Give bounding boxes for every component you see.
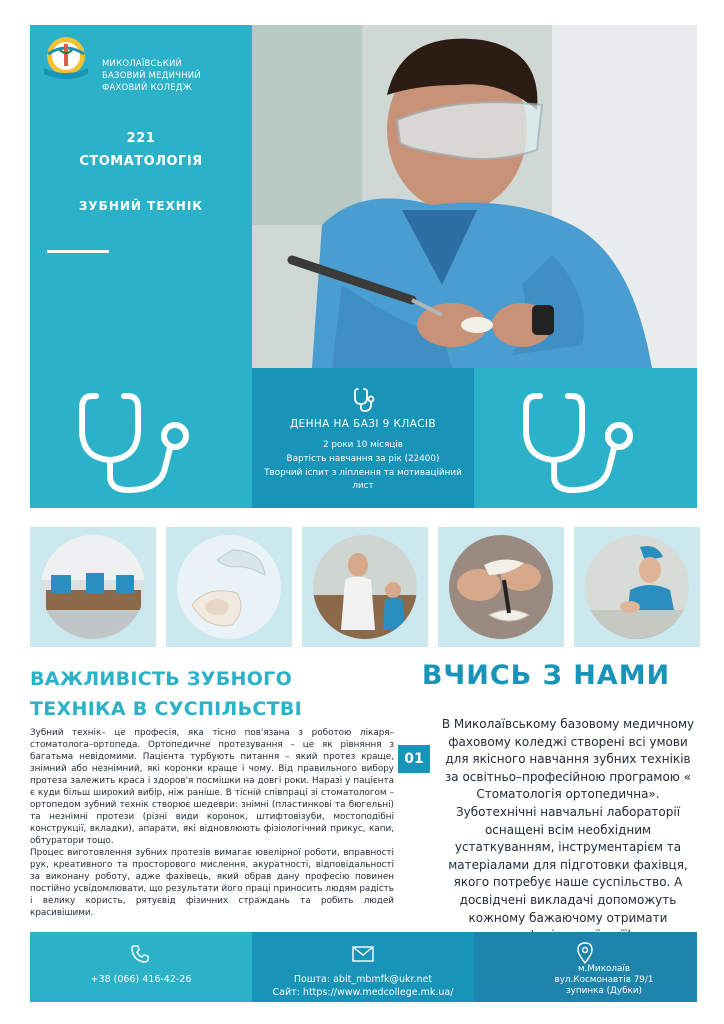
college-name-line: ФАХОВИЙ КОЛЕДЖ <box>102 83 192 93</box>
section-number-badge: 01 <box>398 745 430 773</box>
importance-heading <box>30 664 370 724</box>
technician-illustration <box>252 25 697 368</box>
footer-contacts-panel <box>252 932 474 1002</box>
photo-tile-3 <box>302 527 428 647</box>
study-with-us-heading: ВЧИСЬ З НАМИ <box>421 660 671 691</box>
college-name <box>102 58 252 94</box>
info-band-right <box>474 368 697 508</box>
stethoscope-icon <box>474 368 697 508</box>
entrance-exam-line2: лист <box>352 481 374 491</box>
address-stop: зупинка (Дубки) <box>565 986 642 996</box>
study-form-title: ДЕННА НА БАЗІ 9 КЛАСІВ <box>289 418 437 430</box>
importance-heading-line: ВАЖЛИВІСТЬ ЗУБНОГО <box>30 668 293 690</box>
college-name-line: МИКОЛАЇВСЬКИЙ <box>102 59 183 69</box>
college-name-line: БАЗОВИЙ МЕДИЧНИЙ <box>102 71 201 81</box>
title-underline <box>47 250 109 253</box>
dentures-photo <box>177 535 281 639</box>
importance-body <box>30 727 394 919</box>
location-pin-icon <box>577 942 593 964</box>
footer-address-panel <box>474 932 697 1002</box>
importance-heading-line: ТЕХНІКА В СУСПІЛЬСТВІ <box>30 698 303 720</box>
entrance-exam-line1: Творчий іспит з ліплення та мотиваційний <box>264 468 462 478</box>
importance-paragraph: Зубний технік– це професія, яка тісно пов'язана з роботою лікаря–стоматолога–ортопеда. Ортопедичне протезування – це як рівняння з багатьма невідомими. Пацієнта турбують питання – який протез краще, знімний або незнімний, які коронки краще і чому. Від правильного вибору протеза залежить краса і здоров'я посмішки на довгі роки. Наразі у пацієнта є куди більш широкий вибір, ніж раніше. В тісній співпраці зі стоматологом – ортопедом зубний технік створює шедеври: знімні (пластинкові та бюгельні) та незнімні протези (різні види коронок, штифтовізуби, мостоподібні конструкції, вкладки), апарати, які відновлюють фізіологічний прикус, капи, обтуратори тощо. <box>30 728 394 846</box>
teacher-and-students-photo <box>313 535 417 639</box>
photo-tile-4 <box>438 527 564 647</box>
dental-lab-room-photo <box>41 535 145 639</box>
photo-tile-5 <box>574 527 700 647</box>
tuition-cost: Вартість навчання за рік (22400) <box>286 454 440 464</box>
hero-photo-dental-technician <box>252 25 697 368</box>
phone-number[interactable]: +38 (066) 416-42-26 <box>90 974 192 985</box>
college-logo-icon <box>38 32 96 84</box>
photo-tile-1 <box>30 527 156 647</box>
info-band-left <box>30 368 252 508</box>
study-with-us-text: В Миколаївському базовому медичному фаховому коледжі створені всі умови для якісного навчання зубних техніків за освітньо–професійною програмою « Стоматологія ортопедична». Зуботехнічні навчальні лабораторії оснащені всім необхідним устаткуванням, інструментарієм та матеріалами для підготовки фахівця, якого потребує наше суспільство. А досвідчені викладачі допоможуть кожному бажаючому отримати <box>441 717 695 925</box>
student-at-workbench-photo <box>585 535 689 639</box>
address-street: вул.Космонавтів 79/1 <box>554 975 654 985</box>
phone-icon <box>130 944 150 964</box>
study-duration: 2 роки 10 місяців <box>322 440 403 450</box>
stethoscope-small-icon <box>353 386 375 414</box>
address-city: м.Миколаїв <box>577 964 631 974</box>
dental-work-closeup-photo <box>449 535 553 639</box>
stethoscope-icon <box>30 368 252 508</box>
email-link[interactable]: Пошта: abit_mbmfk@ukr.net <box>293 974 433 985</box>
website-link[interactable]: Сайт: https://www.medcollege.mk.ua/ <box>272 987 454 998</box>
importance-paragraph: Процес виготовлення зубних протезів вимагає ювелірної роботи, вправності рук, креативного та просторового мислення, акуратності, відповідальності за виконану роботу, адже фахівець, який обрав дану професію повинен постійно усвідомлювати, що результати його праці приносить людям радість і велику користь, рятуєвід фізичних страждань та робить людей красивішими. <box>30 848 394 918</box>
photo-tile-2 <box>166 527 292 647</box>
footer-phone-panel <box>30 932 252 1002</box>
profession-title: ЗУБНИЙ ТЕХНІК <box>78 199 204 213</box>
specialty-code: 221 <box>126 131 156 146</box>
specialty-name: СТОМАТОЛОГІЯ <box>79 154 203 169</box>
envelope-icon <box>352 946 374 962</box>
